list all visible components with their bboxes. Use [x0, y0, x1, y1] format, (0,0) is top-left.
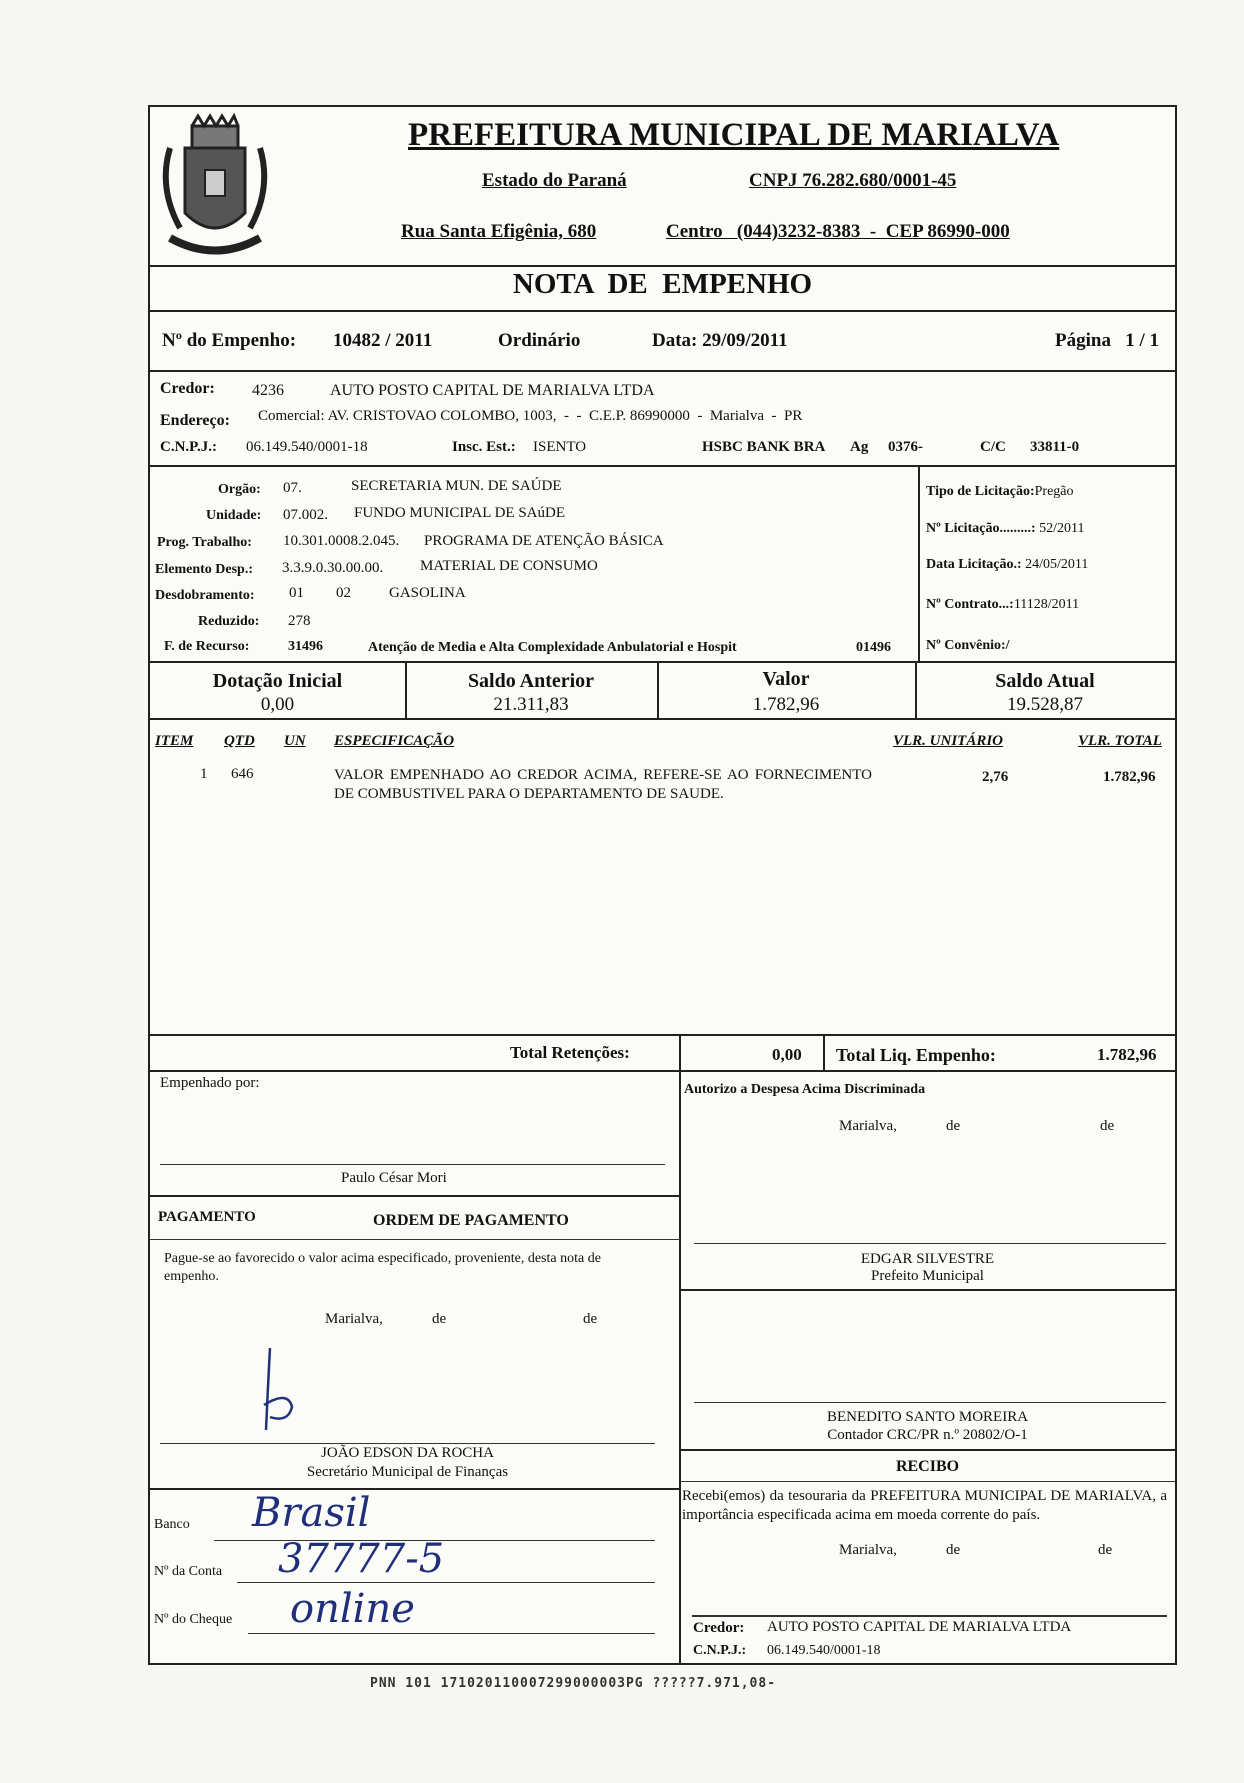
signature-line	[160, 1164, 665, 1165]
cheque-label: Nº do Cheque	[154, 1612, 233, 1627]
elemento-label: Elemento Desp.:	[155, 562, 253, 577]
empenhado-label: Empenhado por:	[160, 1075, 260, 1091]
col-qtd: QTD	[224, 733, 255, 749]
unidade-code: 07.002.	[283, 507, 328, 523]
contrato-label: Nº Contrato...:	[926, 597, 1014, 612]
saldo-anterior-label: Saldo Anterior	[467, 670, 595, 692]
recibo-text: Recebi(emos) da tesouraria da PREFEITURA MUNICIPAL DE MARIALVA, a importância especificada acima em moeda corrente do país.	[682, 1488, 1167, 1523]
contador-title: Contador CRC/PR n.º 20802/O-1	[827, 1427, 1028, 1443]
unidade-label: Unidade:	[206, 508, 262, 523]
prefeitura-title: PREFEITURA MUNICIPAL DE MARIALVA	[408, 117, 1060, 153]
saldo-atual-value: 19.528,87	[1007, 694, 1083, 715]
contrato-value: 11128/2011	[1013, 597, 1080, 612]
insc-value: ISENTO	[533, 439, 587, 455]
address-header: Rua Santa Efigênia, 680	[401, 221, 597, 242]
contador-name: BENEDITO SANTO MOREIRA	[826, 1409, 1029, 1425]
saldo-anterior-value: 21.311,83	[493, 694, 569, 715]
num-licitacao	[926, 521, 1084, 537]
divider	[680, 1449, 1175, 1451]
row-total: 1.782,96	[1103, 769, 1156, 785]
credor-name: AUTO POSTO CAPITAL DE MARIALVA LTDA	[330, 382, 655, 399]
divider	[150, 661, 1175, 663]
footer-code: PNN 101 171020110007299000003PG ?????7.971,08-	[370, 1676, 777, 1691]
doc-title: NOTA DE EMPENHO	[512, 268, 813, 300]
pag-de2: de	[583, 1311, 598, 1327]
row-item: 1	[200, 766, 208, 782]
divider	[150, 265, 1175, 267]
empenho-date: Data: 29/09/2011	[652, 330, 788, 351]
credor-cnpj: 06.149.540/0001-18	[246, 439, 368, 455]
cnpj-label: C.N.P.J.:	[160, 439, 217, 455]
dotacao-label: Dotação Inicial	[212, 670, 343, 692]
orgao-name: SECRETARIA MUN. DE SAÚDE	[351, 478, 562, 494]
cheque-handwritten: online	[290, 1586, 415, 1632]
conta-label: Nº da Conta	[154, 1564, 223, 1579]
secretario-name: JOÃO EDSON DA ROCHA	[321, 1445, 494, 1461]
col-espec: ESPECIFICAÇÃO	[334, 733, 455, 749]
recibo-credor: AUTO POSTO CAPITAL DE MARIALVA LTDA	[767, 1619, 1072, 1635]
tipo-licitacao	[926, 484, 1074, 500]
tipo-value: Pregão	[1034, 484, 1074, 499]
divider	[680, 1289, 1175, 1291]
empenho-type: Ordinário	[498, 330, 581, 351]
signature-line	[160, 1443, 655, 1444]
secretario-title: Secretário Municipal de Finanças	[306, 1464, 509, 1480]
recurso-label: F. de Recurso:	[164, 639, 250, 654]
divider	[150, 1195, 680, 1197]
prog-label: Prog. Trabalho:	[157, 535, 252, 550]
rec-de1: de	[946, 1542, 961, 1558]
bank-name: HSBC BANK BRA	[702, 439, 826, 455]
aut-local: Marialva,	[839, 1118, 897, 1134]
pagamento-text: Pague-se ao favorecido o valor acima especificado, proveniente, desta nota de empenho.	[164, 1251, 601, 1284]
desdob-code1: 01	[289, 585, 304, 601]
page-number: Página 1 / 1	[1055, 330, 1159, 351]
autorizo-label: Autorizo a Despesa Acima Discriminada	[684, 1082, 926, 1097]
cc-label: C/C	[980, 439, 1006, 455]
col-item: ITEM	[155, 733, 194, 749]
col-unit: VLR. UNITÁRIO	[893, 733, 1004, 749]
retencoes-value: 0,00	[772, 1045, 802, 1064]
dotacao-value: 0,00	[260, 694, 295, 715]
empenhado-name: Paulo César Mori	[341, 1170, 447, 1186]
signature-line	[692, 1615, 1167, 1617]
num-value: 52/2011	[1039, 521, 1085, 536]
banco-handwritten: Brasil	[252, 1490, 371, 1536]
orgao-label: Orgão:	[218, 482, 261, 497]
ag-value: 0376-	[888, 439, 923, 455]
insc-label: Insc. Est.:	[452, 439, 516, 455]
cheque-line	[248, 1633, 655, 1634]
data-licitacao	[926, 557, 1088, 573]
prefeito-title: Prefeito Municipal	[871, 1268, 984, 1284]
reduzido-label: Reduzido:	[198, 614, 260, 629]
data-value: 24/05/2011	[1025, 557, 1089, 572]
credor-label: Credor:	[160, 380, 215, 397]
crest-logo	[150, 108, 280, 268]
recibo-title: RECIBO	[895, 1458, 960, 1475]
ordem-label: ORDEM DE PAGAMENTO	[373, 1212, 569, 1229]
recurso-name: Atenção de Media e Alta Complexidade Anbulatorial e Hospit	[368, 640, 737, 655]
prefeito-name: EDGAR SILVESTRE	[860, 1251, 995, 1267]
credor-code: 4236	[252, 382, 284, 399]
contact-header: Centro (044)3232-8383 - CEP 86990-000	[666, 221, 1010, 242]
convenio: Nº Convênio:/	[926, 638, 1010, 653]
ag-label: Ag	[850, 439, 869, 455]
divider	[150, 1070, 1175, 1072]
pagamento-label: PAGAMENTO	[158, 1209, 256, 1225]
cc-value: 33811-0	[1030, 439, 1080, 455]
prog-code: 10.301.0008.2.045.	[283, 533, 400, 549]
divider	[150, 1034, 1175, 1036]
orgao-code: 07.	[283, 480, 302, 496]
tipo-label: Tipo de Licitação:	[926, 484, 1035, 499]
pag-de1: de	[432, 1311, 447, 1327]
desdob-label: Desdobramento:	[155, 588, 255, 603]
aut-de2: de	[1100, 1118, 1115, 1134]
signature-line	[694, 1243, 1166, 1244]
row-espec: VALOR EMPENHADO AO CREDOR ACIMA, REFERE-SE AO FORNECIMENTO DE COMBUSTIVEL PARA O DEPARTAMENTO DE SAUDE.	[334, 767, 872, 802]
address-label: Endereço:	[160, 412, 230, 429]
num-label: Nº Licitação.........:	[926, 521, 1036, 536]
credor-address: Comercial: AV. CRISTOVAO COLOMBO, 1003, - - C.E.P. 86990000 - Marialva - PR	[258, 408, 803, 424]
divider-vertical	[823, 1034, 825, 1070]
cnpj-header: CNPJ 76.282.680/0001-45	[749, 170, 957, 191]
retencoes-label: Total Retenções:	[510, 1043, 630, 1062]
pag-local: Marialva,	[325, 1311, 383, 1327]
divider	[150, 465, 1175, 467]
unidade-name: FUNDO MUNICIPAL DE SAúDE	[354, 505, 565, 521]
rec-local: Marialva,	[839, 1542, 897, 1558]
divider	[680, 1481, 1175, 1482]
banco-label: Banco	[154, 1517, 190, 1532]
valor-label: Valor	[762, 668, 810, 690]
state-label: Estado do Paraná	[482, 170, 627, 191]
divider-vertical	[679, 1034, 681, 1070]
divider-vertical	[679, 1070, 681, 1663]
divider	[150, 1488, 680, 1490]
recibo-credor-label: Credor:	[693, 1620, 745, 1636]
prog-name: PROGRAMA DE ATENÇÃO BÁSICA	[424, 533, 664, 549]
empenho-number: 10482 / 2011	[333, 330, 433, 351]
data-label: Data Licitação.:	[926, 557, 1022, 572]
contrato	[926, 597, 1079, 613]
elemento-code: 3.3.9.0.30.00.00.	[282, 560, 384, 576]
conta-line	[237, 1582, 655, 1583]
divider	[150, 310, 1175, 312]
secretario-signature	[258, 1345, 308, 1440]
saldo-atual-label: Saldo Atual	[995, 670, 1095, 692]
row-unit: 2,76	[982, 769, 1009, 785]
recibo-cnpj-label: C.N.P.J.:	[693, 1643, 747, 1658]
recurso-code: 31496	[288, 639, 323, 654]
recibo-cnpj: 06.149.540/0001-18	[767, 1643, 881, 1658]
col-total: VLR. TOTAL	[1078, 733, 1162, 749]
signature-line	[694, 1402, 1166, 1403]
conta-handwritten: 37777-5	[278, 1536, 445, 1582]
divider	[150, 718, 1175, 720]
divider	[150, 370, 1175, 372]
reduzido-value: 278	[288, 613, 311, 629]
desdob-code2: 02	[336, 585, 351, 601]
valor-value: 1.782,96	[752, 694, 820, 715]
desdob-name: GASOLINA	[389, 585, 466, 601]
divider	[150, 1239, 680, 1240]
elemento-name: MATERIAL DE CONSUMO	[420, 558, 598, 574]
liq-value: 1.782,96	[1097, 1045, 1157, 1064]
empenho-label: Nº do Empenho:	[162, 330, 297, 351]
recurso-code2: 01496	[856, 640, 891, 655]
row-qtd: 646	[231, 766, 254, 782]
rec-de2: de	[1098, 1542, 1113, 1558]
col-un: UN	[284, 733, 306, 749]
divider-vertical	[918, 465, 920, 661]
liq-label: Total Liq. Empenho:	[836, 1045, 996, 1065]
aut-de1: de	[946, 1118, 961, 1134]
